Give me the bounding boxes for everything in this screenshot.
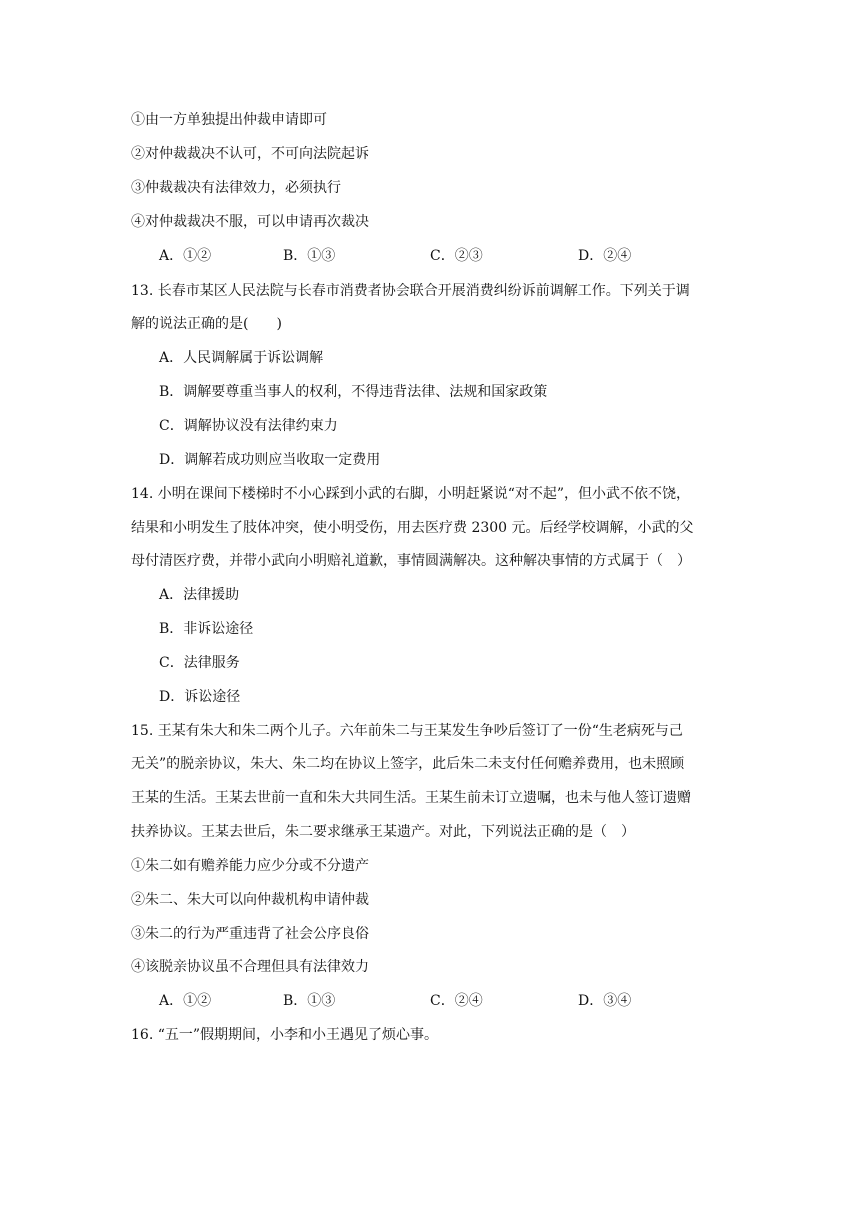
q14-stem-line-3: 母付清医疗费，并带小武向小明赔礼道歉，事情圆满解决。这种解决事情的方式属于（ ）	[131, 553, 691, 569]
q15-statement-4: ④该脱亲协议虽不合理但具有法律效力	[131, 959, 369, 975]
q15-option-b[interactable]: B．①③	[283, 993, 336, 1009]
q12-statement-3: ③仲裁裁决有法律效力，必须执行	[131, 180, 341, 196]
q15-option-d[interactable]: D．③④	[578, 993, 632, 1009]
q14-option-d[interactable]: D．诉讼途径	[159, 689, 241, 705]
q12-statement-1: ①由一方单独提出仲裁申请即可	[131, 112, 327, 128]
q12-option-c[interactable]: C．②③	[430, 248, 483, 264]
q14-option-b[interactable]: B．非诉讼途径	[159, 621, 254, 637]
q12-option-b[interactable]: B．①③	[283, 248, 336, 264]
q12-option-a[interactable]: A．①②	[159, 248, 212, 264]
q15-statement-2: ②朱二、朱大可以向仲裁机构申请仲裁	[131, 892, 369, 908]
q13-option-a[interactable]: A．人民调解属于诉讼调解	[159, 350, 324, 366]
q15-stem-line-1: 15. 王某有朱大和朱二两个儿子。六年前朱二与王某发生争吵后签订了一份“生老病死与己	[131, 723, 683, 739]
q13-option-b[interactable]: B．调解要尊重当事人的权利，不得违背法律、法规和国家政策	[159, 384, 548, 400]
q15-stem-line-3: 王某的生活。王某去世前一直和朱大共同生活。王某生前未订立遗嘱，也未与他人签订遗赠	[131, 790, 691, 806]
q13-option-c[interactable]: C．调解协议没有法律约束力	[159, 418, 338, 434]
q13-stem-line-1: 13. 长春市某区人民法院与长春市消费者协会联合开展消费纠纷诉前调解工作。下列关于调	[131, 283, 690, 299]
q16-stem-line-1: 16. “五一”假期期间，小李和小王遇见了烦心事。	[131, 1027, 439, 1043]
q13-option-d[interactable]: D．调解若成功则应当收取一定费用	[159, 452, 381, 468]
q15-stem-line-2: 无关”的脱亲协议，朱大、朱二均在协议上签字，此后朱二未支付任何赡养费用，也未照顾	[131, 756, 685, 772]
q12-statement-2: ②对仲裁裁决不认可，不可向法院起诉	[131, 146, 369, 162]
q15-statement-3: ③朱二的行为严重违背了社会公序良俗	[131, 926, 369, 942]
q15-option-a[interactable]: A．①②	[159, 993, 212, 1009]
q13-stem-line-2: 解的说法正确的是( )	[131, 316, 282, 332]
q12-statement-4: ④对仲裁裁决不服，可以申请再次裁决	[131, 214, 369, 230]
q14-stem-line-1: 14. 小明在课间下楼梯时不小心踩到小武的右脚，小明赶紧说“对不起”，但小武不依不饶，	[131, 486, 691, 502]
q15-statement-1: ①朱二如有赡养能力应少分或不分遗产	[131, 858, 369, 874]
q15-option-c[interactable]: C．②④	[430, 993, 483, 1009]
q14-stem-line-2: 结果和小明发生了肢体冲突，使小明受伤，用去医疗费 2300 元。后经学校调解，小武的父	[131, 520, 694, 536]
q14-option-a[interactable]: A．法律援助	[159, 587, 240, 603]
q14-option-c[interactable]: C．法律服务	[159, 655, 240, 671]
q15-stem-line-4: 扶养协议。王某去世后，朱二要求继承王某遗产。对此，下列说法正确的是（ ）	[131, 824, 635, 840]
q12-option-d[interactable]: D．②④	[578, 248, 632, 264]
